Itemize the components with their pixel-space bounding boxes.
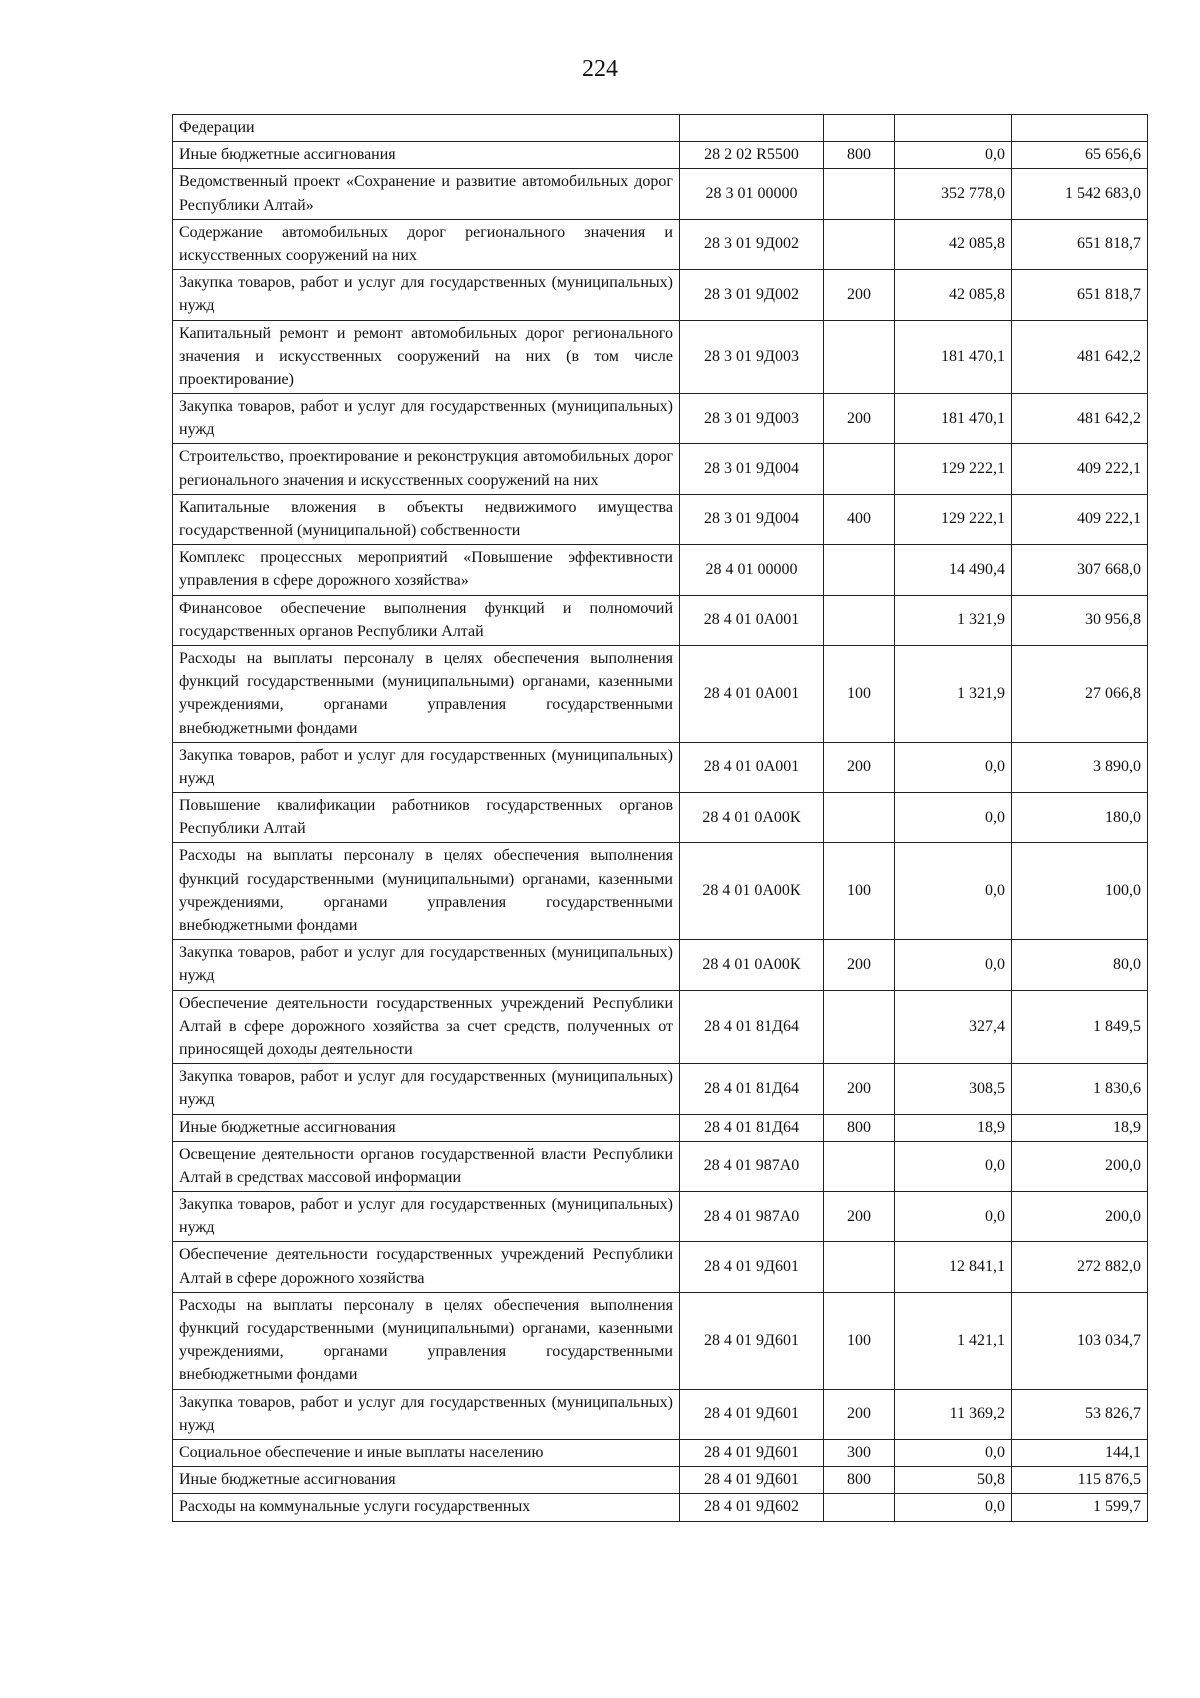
row-amount-2-cell: 200,0: [1012, 1141, 1148, 1191]
row-amount-1-cell: 129 222,1: [895, 494, 1012, 544]
row-name-cell: Расходы на выплаты персоналу в целях обеспечения выполнения функций государственными (муниципальными) органами, казенными учреждениями, органами управления государственными внебюджетными фондами: [173, 1292, 680, 1389]
table-row: [173, 394, 1148, 444]
row-expense-type-cell: 400: [824, 494, 895, 544]
row-amount-2-cell: 200,0: [1012, 1192, 1148, 1242]
row-name-cell: Закупка товаров, работ и услуг для государственных (муниципальных) нужд: [173, 270, 680, 320]
row-amount-2-cell: 80,0: [1012, 940, 1148, 990]
row-amount-2-cell: 115 876,5: [1012, 1467, 1148, 1494]
row-name-cell: Социальное обеспечение и иные выплаты населению: [173, 1439, 680, 1466]
row-expense-type-cell: [824, 793, 895, 843]
row-name-cell: Иные бюджетные ассигнования: [173, 142, 680, 169]
row-code-cell: 28 3 01 9Д003: [680, 394, 824, 444]
row-amount-1-cell: 12 841,1: [895, 1242, 1012, 1292]
table-row: [173, 320, 1148, 394]
table-row: [173, 1494, 1148, 1521]
row-amount-1-cell: 0,0: [895, 742, 1012, 792]
row-amount-1-cell: 0,0: [895, 1141, 1012, 1191]
table-row: [173, 1292, 1148, 1389]
row-expense-type-cell: 200: [824, 1389, 895, 1439]
row-expense-type-cell: [824, 545, 895, 595]
budget-table: [172, 114, 1148, 1522]
row-amount-1-cell: 0,0: [895, 142, 1012, 169]
table-row: [173, 115, 1148, 142]
row-code-cell: 28 4 01 0А00К: [680, 793, 824, 843]
row-code-cell: 28 4 01 0А001: [680, 595, 824, 645]
row-name-cell: Повышение квалификации работников государственных органов Республики Алтай: [173, 793, 680, 843]
table-row: [173, 1141, 1148, 1191]
row-name-cell: Строительство, проектирование и реконструкция автомобильных дорог регионального значения и искусственных сооружений на них: [173, 444, 680, 494]
row-name-cell: Закупка товаров, работ и услуг для государственных (муниципальных) нужд: [173, 940, 680, 990]
row-name-cell: Комплекс процессных мероприятий «Повышение эффективности управления в сфере дорожного хозяйства»: [173, 545, 680, 595]
row-amount-2-cell: 53 826,7: [1012, 1389, 1148, 1439]
row-amount-2-cell: 180,0: [1012, 793, 1148, 843]
row-amount-2-cell: 1 542 683,0: [1012, 169, 1148, 219]
row-amount-2-cell: 307 668,0: [1012, 545, 1148, 595]
row-name-cell: Обеспечение деятельности государственных учреждений Республики Алтай в сфере дорожного хозяйства за счет средств, полученных от приносящей доходы деятельности: [173, 990, 680, 1064]
row-amount-1-cell: 50,8: [895, 1467, 1012, 1494]
row-code-cell: 28 4 01 987А0: [680, 1192, 824, 1242]
row-amount-2-cell: 100,0: [1012, 843, 1148, 940]
row-code-cell: 28 4 01 81Д64: [680, 990, 824, 1064]
row-amount-1-cell: 1 421,1: [895, 1292, 1012, 1389]
row-name-cell: Закупка товаров, работ и услуг для государственных (муниципальных) нужд: [173, 1192, 680, 1242]
row-amount-2-cell: 27 066,8: [1012, 645, 1148, 742]
table-row: [173, 1192, 1148, 1242]
row-amount-1-cell: 0,0: [895, 1192, 1012, 1242]
row-expense-type-cell: [824, 1494, 895, 1521]
row-expense-type-cell: 300: [824, 1439, 895, 1466]
row-code-cell: 28 2 02 R5500: [680, 142, 824, 169]
table-row: [173, 1389, 1148, 1439]
row-amount-2-cell: 1 830,6: [1012, 1064, 1148, 1114]
row-expense-type-cell: [824, 1242, 895, 1292]
row-amount-2-cell: 30 956,8: [1012, 595, 1148, 645]
row-amount-2-cell: 18,9: [1012, 1114, 1148, 1141]
table-row: [173, 142, 1148, 169]
table-row: [173, 793, 1148, 843]
row-expense-type-cell: 200: [824, 270, 895, 320]
row-expense-type-cell: [824, 444, 895, 494]
row-expense-type-cell: 100: [824, 645, 895, 742]
row-name-cell: Финансовое обеспечение выполнения функций и полномочий государственных органов Республики Алтай: [173, 595, 680, 645]
table-row: [173, 545, 1148, 595]
row-expense-type-cell: 100: [824, 1292, 895, 1389]
budget-table-body: [173, 115, 1148, 1522]
row-code-cell: 28 4 01 00000: [680, 545, 824, 595]
row-code-cell: 28 4 01 0А00К: [680, 940, 824, 990]
table-row: [173, 595, 1148, 645]
row-code-cell: 28 3 01 9Д004: [680, 444, 824, 494]
row-code-cell: 28 4 01 81Д64: [680, 1114, 824, 1141]
row-code-cell: 28 4 01 9Д601: [680, 1439, 824, 1466]
row-amount-1-cell: 129 222,1: [895, 444, 1012, 494]
row-expense-type-cell: [824, 990, 895, 1064]
table-row: [173, 219, 1148, 269]
row-code-cell: 28 4 01 9Д601: [680, 1242, 824, 1292]
row-name-cell: Капитальные вложения в объекты недвижимого имущества государственной (муниципальной) собственности: [173, 494, 680, 544]
row-amount-2-cell: 103 034,7: [1012, 1292, 1148, 1389]
row-amount-1-cell: 11 369,2: [895, 1389, 1012, 1439]
row-expense-type-cell: [824, 320, 895, 394]
row-amount-2-cell: 481 642,2: [1012, 320, 1148, 394]
row-code-cell: 28 4 01 81Д64: [680, 1064, 824, 1114]
table-row: [173, 990, 1148, 1064]
row-expense-type-cell: 200: [824, 1064, 895, 1114]
row-amount-2-cell: 3 890,0: [1012, 742, 1148, 792]
table-row: [173, 169, 1148, 219]
row-code-cell: 28 4 01 0А001: [680, 645, 824, 742]
row-name-cell: Содержание автомобильных дорог регионального значения и искусственных сооружений на них: [173, 219, 680, 269]
row-amount-2-cell: 65 656,6: [1012, 142, 1148, 169]
row-amount-1-cell: 14 490,4: [895, 545, 1012, 595]
row-code-cell: 28 3 01 9Д003: [680, 320, 824, 394]
row-amount-2-cell: 481 642,2: [1012, 394, 1148, 444]
row-code-cell: 28 4 01 9Д601: [680, 1389, 824, 1439]
row-amount-1-cell: 0,0: [895, 1439, 1012, 1466]
row-name-cell: Ведомственный проект «Сохранение и развитие автомобильных дорог Республики Алтай»: [173, 169, 680, 219]
row-amount-2-cell: 651 818,7: [1012, 270, 1148, 320]
table-row: [173, 940, 1148, 990]
row-name-cell: Расходы на коммунальные услуги государственных: [173, 1494, 680, 1521]
row-name-cell: Закупка товаров, работ и услуг для государственных (муниципальных) нужд: [173, 1389, 680, 1439]
table-row: [173, 1467, 1148, 1494]
row-amount-1-cell: 352 778,0: [895, 169, 1012, 219]
row-amount-2-cell: 409 222,1: [1012, 494, 1148, 544]
row-amount-2-cell: 144,1: [1012, 1439, 1148, 1466]
table-row: [173, 742, 1148, 792]
table-row: [173, 1242, 1148, 1292]
row-amount-2-cell: 1 599,7: [1012, 1494, 1148, 1521]
row-expense-type-cell: [824, 1141, 895, 1191]
row-name-cell: Обеспечение деятельности государственных учреждений Республики Алтай в сфере дорожного хозяйства: [173, 1242, 680, 1292]
row-amount-2-cell: 272 882,0: [1012, 1242, 1148, 1292]
row-amount-1-cell: 0,0: [895, 940, 1012, 990]
row-expense-type-cell: 200: [824, 394, 895, 444]
row-expense-type-cell: 200: [824, 940, 895, 990]
row-code-cell: 28 4 01 9Д601: [680, 1292, 824, 1389]
row-amount-2-cell: 409 222,1: [1012, 444, 1148, 494]
row-code-cell: 28 3 01 00000: [680, 169, 824, 219]
row-expense-type-cell: [824, 219, 895, 269]
table-row: [173, 270, 1148, 320]
row-name-cell: Капитальный ремонт и ремонт автомобильных дорог регионального значения и искусственных сооружений на них (в том числе проектирование): [173, 320, 680, 394]
table-row: [173, 1064, 1148, 1114]
row-amount-2-cell: [1012, 115, 1148, 142]
row-code-cell: 28 3 01 9Д002: [680, 270, 824, 320]
row-name-cell: Закупка товаров, работ и услуг для государственных (муниципальных) нужд: [173, 394, 680, 444]
row-amount-1-cell: 181 470,1: [895, 394, 1012, 444]
row-name-cell: Закупка товаров, работ и услуг для государственных (муниципальных) нужд: [173, 1064, 680, 1114]
table-row: [173, 843, 1148, 940]
row-amount-1-cell: 42 085,8: [895, 219, 1012, 269]
row-amount-1-cell: 327,4: [895, 990, 1012, 1064]
row-code-cell: [680, 115, 824, 142]
row-code-cell: 28 4 01 9Д601: [680, 1467, 824, 1494]
row-name-cell: Закупка товаров, работ и услуг для государственных (муниципальных) нужд: [173, 742, 680, 792]
row-code-cell: 28 4 01 987А0: [680, 1141, 824, 1191]
row-expense-type-cell: 200: [824, 742, 895, 792]
row-name-cell: Федерации: [173, 115, 680, 142]
row-amount-1-cell: [895, 115, 1012, 142]
row-amount-1-cell: 18,9: [895, 1114, 1012, 1141]
table-row: [173, 494, 1148, 544]
table-row: [173, 1114, 1148, 1141]
row-amount-1-cell: 308,5: [895, 1064, 1012, 1114]
row-amount-2-cell: 1 849,5: [1012, 990, 1148, 1064]
row-expense-type-cell: 200: [824, 1192, 895, 1242]
row-code-cell: 28 4 01 0А00К: [680, 843, 824, 940]
row-code-cell: 28 3 01 9Д004: [680, 494, 824, 544]
row-name-cell: Расходы на выплаты персоналу в целях обеспечения выполнения функций государственными (муниципальными) органами, казенными учреждениями, органами управления государственными внебюджетными фондами: [173, 645, 680, 742]
table-row: [173, 1439, 1148, 1466]
row-expense-type-cell: 800: [824, 142, 895, 169]
row-code-cell: 28 3 01 9Д002: [680, 219, 824, 269]
row-code-cell: 28 4 01 9Д602: [680, 1494, 824, 1521]
row-amount-1-cell: 0,0: [895, 843, 1012, 940]
row-amount-2-cell: 651 818,7: [1012, 219, 1148, 269]
page-number: 224: [582, 56, 618, 82]
row-expense-type-cell: 800: [824, 1114, 895, 1141]
row-expense-type-cell: [824, 595, 895, 645]
row-amount-1-cell: 42 085,8: [895, 270, 1012, 320]
row-expense-type-cell: 800: [824, 1467, 895, 1494]
row-code-cell: 28 4 01 0А001: [680, 742, 824, 792]
row-name-cell: Иные бюджетные ассигнования: [173, 1114, 680, 1141]
row-amount-1-cell: 0,0: [895, 1494, 1012, 1521]
row-name-cell: Освещение деятельности органов государственной власти Республики Алтай в средствах массовой информации: [173, 1141, 680, 1191]
table-row: [173, 645, 1148, 742]
row-expense-type-cell: 100: [824, 843, 895, 940]
row-amount-1-cell: 0,0: [895, 793, 1012, 843]
row-amount-1-cell: 181 470,1: [895, 320, 1012, 394]
row-expense-type-cell: [824, 115, 895, 142]
row-name-cell: Иные бюджетные ассигнования: [173, 1467, 680, 1494]
table-row: [173, 444, 1148, 494]
row-amount-1-cell: 1 321,9: [895, 595, 1012, 645]
row-name-cell: Расходы на выплаты персоналу в целях обеспечения выполнения функций государственными (муниципальными) органами, казенными учреждениями, органами управления государственными внебюджетными фондами: [173, 843, 680, 940]
row-amount-1-cell: 1 321,9: [895, 645, 1012, 742]
row-expense-type-cell: [824, 169, 895, 219]
